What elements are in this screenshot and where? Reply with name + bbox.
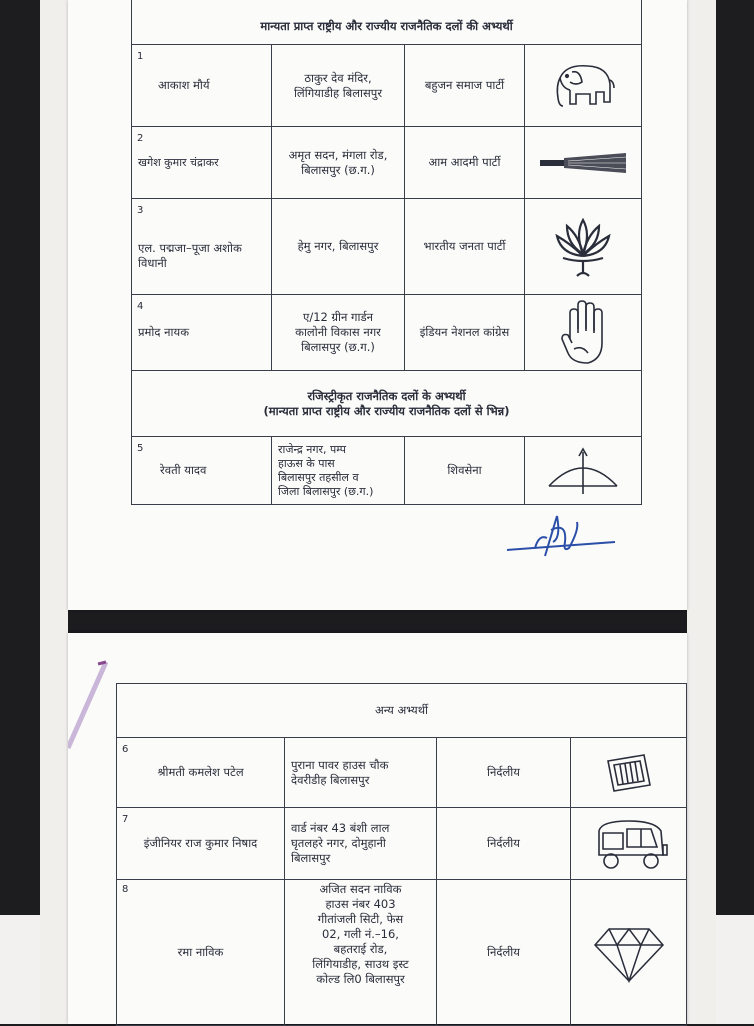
candidate-table-2 bbox=[116, 683, 687, 1026]
diamond-icon bbox=[593, 923, 665, 983]
party-name: निर्दलीय bbox=[437, 808, 571, 880]
serial-number: 1 bbox=[137, 51, 144, 62]
candidate-name-cell bbox=[132, 199, 272, 295]
address-line: ठाकुर देव मंदिर, bbox=[304, 70, 372, 85]
address-line: अमृत सदन, मंगला रोड, bbox=[288, 147, 388, 162]
party-name: भारतीय जनता पार्टी bbox=[405, 199, 525, 295]
section1-heading: मान्यता प्राप्त राष्ट्रीय और राज्यीय राजनैतिक दलों की अभ्यर्थी bbox=[132, 0, 642, 45]
table-row bbox=[132, 199, 642, 295]
party-name: शिवसेना bbox=[405, 437, 525, 505]
symbol-cell bbox=[525, 127, 642, 199]
address-line: लिंगियाडीह बिलासपुर bbox=[293, 85, 383, 100]
address-line: जिला बिलासपुर (छ.ग.) bbox=[278, 484, 374, 498]
auto-rickshaw-icon bbox=[589, 815, 669, 873]
party-name: बहुजन समाज पार्टी bbox=[405, 45, 525, 127]
party-name: निर्दलीय bbox=[437, 738, 571, 808]
address-line: बिलासपुर (छ.ग.) bbox=[301, 340, 375, 354]
table-row bbox=[117, 738, 687, 808]
serial-number: 3 bbox=[137, 205, 144, 216]
address-line: पुराना पावर हाउस चौक bbox=[291, 757, 389, 772]
address-line: बहतराई रोड, bbox=[333, 942, 388, 956]
address-cell bbox=[272, 45, 405, 127]
serial-number: 4 bbox=[137, 301, 144, 312]
section2-heading bbox=[132, 371, 642, 437]
table-row bbox=[132, 45, 642, 127]
address-cell bbox=[285, 738, 437, 808]
address-cell bbox=[272, 295, 405, 371]
party-name: निर्दलीय bbox=[437, 880, 571, 1026]
candidate-table-1 bbox=[131, 0, 642, 505]
lotus-icon bbox=[553, 214, 613, 280]
left-margin-strip bbox=[40, 0, 68, 1024]
address-line: कोल्ड लि0 बिलासपुर bbox=[316, 972, 405, 986]
right-dark-bar bbox=[716, 0, 754, 1024]
table-row bbox=[132, 127, 642, 199]
address-line: बिलासपुर तहसील व bbox=[278, 470, 359, 484]
address-cell bbox=[285, 880, 437, 1026]
candidate-name-cell bbox=[117, 808, 285, 880]
candidate-name-cell bbox=[117, 880, 285, 1026]
symbol-cell bbox=[571, 880, 687, 1026]
symbol-cell bbox=[571, 808, 687, 880]
candidate-name: एल. पद्मजा–पूजा अशोक विधानी bbox=[138, 240, 242, 270]
candidate-name: श्रीमती कमलेश पटेल bbox=[157, 765, 244, 779]
section-heading-row bbox=[132, 0, 642, 45]
party-name: आम आदमी पार्टी bbox=[405, 127, 525, 199]
serial-number: 6 bbox=[122, 744, 129, 755]
candidate-name: खगेश कुमार चंद्राकर bbox=[138, 156, 219, 169]
symbol-cell bbox=[525, 295, 642, 371]
right-margin-strip bbox=[687, 0, 716, 1024]
candidate-name-cell bbox=[132, 437, 272, 505]
address-line: कालोनी विकास नगर bbox=[295, 325, 381, 339]
symbol-cell bbox=[525, 45, 642, 127]
address-cell bbox=[285, 808, 437, 880]
table-row bbox=[132, 437, 642, 505]
left-dark-bar bbox=[0, 0, 40, 1024]
address-cell bbox=[272, 127, 405, 199]
broom-icon bbox=[538, 151, 628, 175]
address-cell bbox=[272, 199, 405, 295]
party-name: इंडियन नेशनल कांग्रेस bbox=[405, 295, 525, 371]
serial-number: 8 bbox=[122, 884, 129, 895]
address-line: हेमु नगर, बिलासपुर bbox=[297, 239, 379, 253]
pen-mark bbox=[68, 660, 108, 750]
matchbox-icon bbox=[604, 751, 654, 795]
candidate-name: इंजीनियर राज कुमार निषाद bbox=[143, 836, 258, 850]
address-line: गीतांजली सिटी, फेस bbox=[317, 912, 404, 926]
address-line: बिलासपुर (छ.ग.) bbox=[301, 162, 375, 177]
candidate-name: आकाश मौर्य bbox=[158, 78, 210, 92]
address-line: अजित सदन नाविक bbox=[319, 882, 402, 896]
candidate-name-cell bbox=[132, 295, 272, 371]
section2-heading-line2: (मान्यता प्राप्त राष्ट्रीय और राज्यीय राजनैतिक दलों से भिन्न) bbox=[263, 403, 510, 418]
section-heading-row bbox=[132, 371, 642, 437]
candidate-name-cell bbox=[132, 127, 272, 199]
table-row bbox=[117, 808, 687, 880]
address-line: हाउस नंबर 403 bbox=[325, 897, 396, 911]
candidate-name-cell bbox=[117, 738, 285, 808]
symbol-cell bbox=[525, 437, 642, 505]
elephant-icon bbox=[548, 56, 618, 116]
serial-number: 5 bbox=[137, 443, 144, 454]
address-cell bbox=[272, 437, 405, 505]
table-row bbox=[132, 295, 642, 371]
address-line: राजेन्द्र नगर, पम्प bbox=[278, 442, 347, 456]
section-heading-row bbox=[117, 684, 687, 738]
address-line: वार्ड नंबर 43 बंशी लाल bbox=[291, 821, 390, 835]
address-line: देवरीडीह बिलासपुर bbox=[291, 772, 370, 787]
signature-mark bbox=[505, 512, 625, 560]
section2-heading-line1: रजिस्ट्रीकृत राजनैतिक दलों के अभ्यर्थी bbox=[307, 388, 466, 403]
address-line: बिलासपुर bbox=[291, 851, 331, 865]
hand-icon bbox=[558, 299, 608, 367]
address-line: ए/12 ग्रीन गार्डन bbox=[302, 310, 373, 324]
address-line: लिंगियाडीह, साउथ इस्ट bbox=[312, 957, 409, 971]
candidate-name: रेवती यादव bbox=[160, 463, 207, 477]
table-row bbox=[117, 880, 687, 1026]
symbol-cell bbox=[525, 199, 642, 295]
serial-number: 2 bbox=[137, 133, 144, 144]
bow-arrow-icon bbox=[545, 446, 621, 496]
candidate-name: प्रमोद नायक bbox=[138, 325, 190, 339]
address-line: 02, गली नं.–16, bbox=[322, 927, 399, 941]
serial-number: 7 bbox=[122, 814, 129, 825]
section3-heading: अन्य अभ्यर्थी bbox=[117, 684, 687, 738]
candidate-name-cell bbox=[132, 45, 272, 127]
symbol-cell bbox=[571, 738, 687, 808]
address-line: घृतलहरे नगर, दोमुहानी bbox=[291, 836, 386, 850]
address-line: हाऊस के पास bbox=[278, 456, 335, 470]
candidate-name: रमा नाविक bbox=[177, 945, 224, 959]
